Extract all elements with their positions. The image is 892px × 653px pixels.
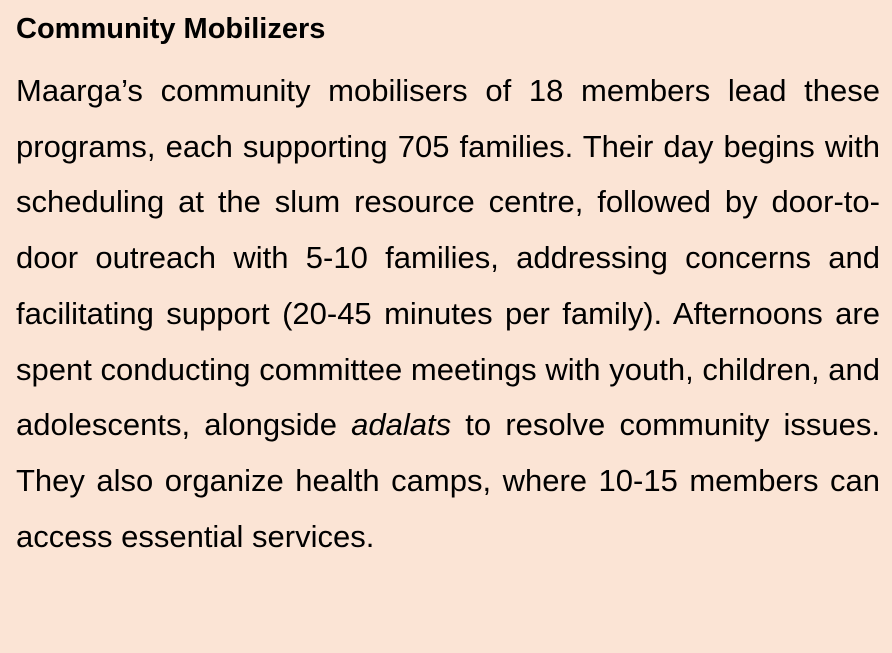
italic-term: adalats — [351, 407, 452, 443]
body-paragraph — [16, 63, 880, 564]
paragraph-text-start: Maarga’s community mobilisers of 18 members lead these programs, each supporting 705 families. Their day begins with scheduling at the slum resource centre, followed by door-to-door outreach with 5-10 families, addressing concerns and facilitating support (20-45 minutes per family). Afternoons are spent conducting committee meetings with youth, children, and adolescents, alongside — [16, 73, 880, 443]
section-heading: Community Mobilizers — [16, 13, 326, 45]
paragraph-text-end: to resolve community issues. They also organize health camps, where 10-15 members can access essential services. — [16, 407, 880, 554]
